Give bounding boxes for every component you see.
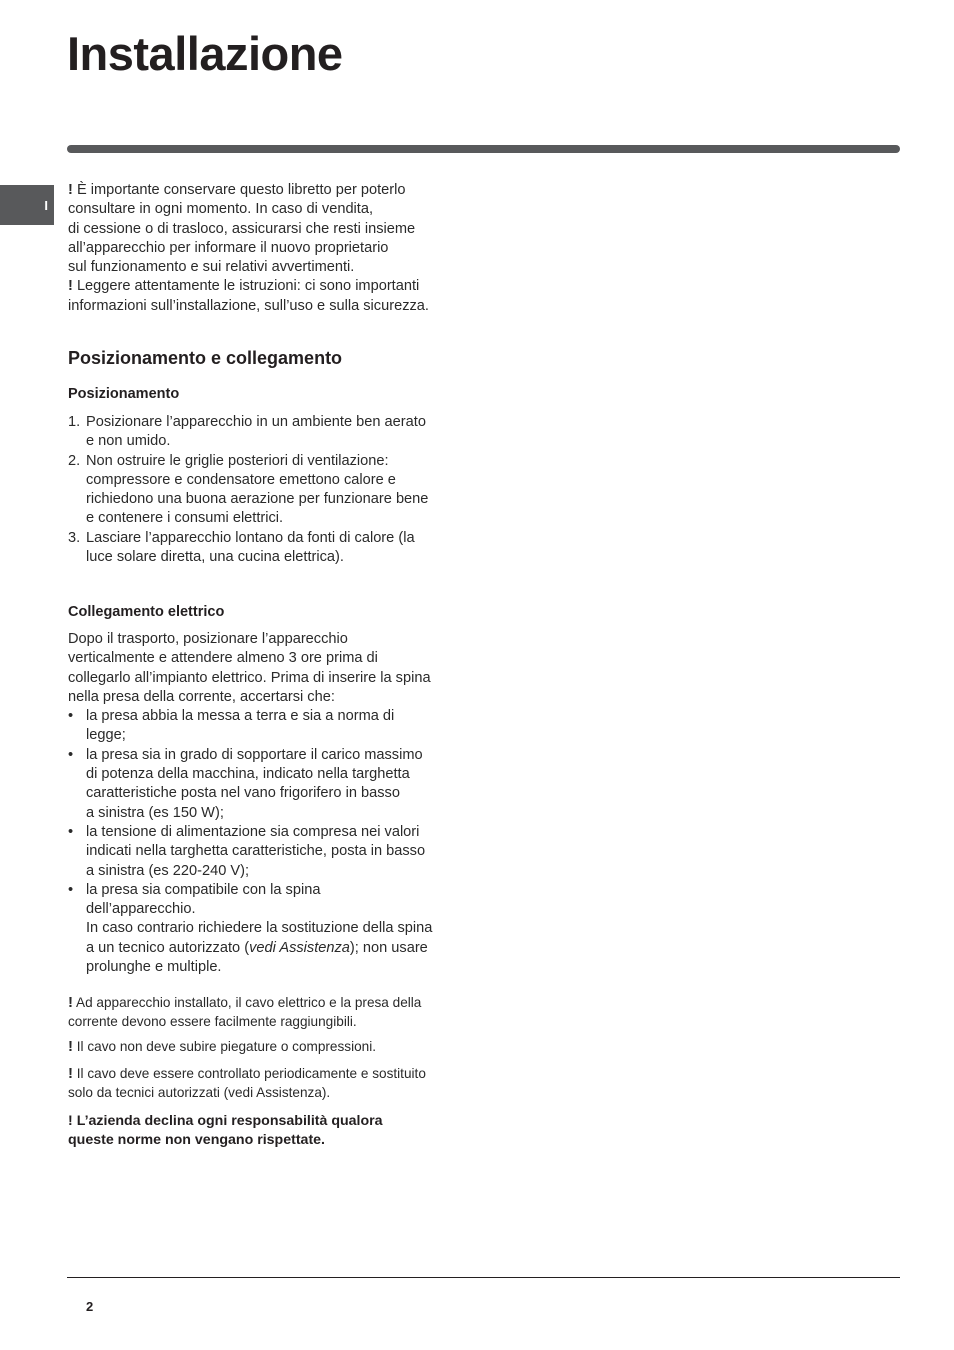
electrical-intro: Dopo il trasporto, posizionare l’apparecchio verticalmente e attendere almeno 3 ore prima di collegarlo all’impianto elettrico. Prima di inserire la spina nella presa della corrente, accertarsi che: xyxy=(68,631,431,705)
page-title: Installazione xyxy=(67,27,343,80)
warning-mark: ! xyxy=(68,994,73,1011)
intro-block xyxy=(68,181,468,316)
warning-mark: ! xyxy=(68,1038,73,1055)
assistance-reference: vedi Assistenza xyxy=(249,939,350,956)
warning-mark: ! xyxy=(68,1113,73,1129)
list-item: 2. Non ostruire le griglie posteriori di ventilazione: compressore e condensatore emettono calore e richiedono una buona aerazione per funzionare bene e contenere i consumi elettrici. xyxy=(68,452,429,527)
warning-mark: ! xyxy=(68,1065,73,1082)
intro-paragraph-1: ! È importante conservare questo libretto per poterlo consultare in ogni momento. In caso di vendita, di cessione o di trasloco, assicurarsi che resti insieme all’apparecchio per informare il nuovo proprietario sul funzionamento e sui relativi avvertimenti. xyxy=(68,182,416,276)
bullet-mark: • xyxy=(68,823,74,840)
electrical-block xyxy=(68,630,468,977)
list-item: • la tensione di alimentazione sia compresa nei valori indicati nella targhetta caratteristiche, posta in basso a sinistra (es 220-240 V); xyxy=(68,823,426,879)
warning-note: ! Il cavo non deve subire piegature o compressioni. xyxy=(68,1038,377,1055)
intro-paragraph-2: ! Leggere attentamente le istruzioni: ci sono importanti informazioni sull’installazione, sull’uso e sulla sicurezza. xyxy=(68,278,429,314)
list-item: • la presa abbia la messa a terra e sia a norma di legge; xyxy=(68,708,395,744)
page-number: 2 xyxy=(86,1299,94,1314)
bullet-mark: • xyxy=(68,746,74,763)
bullet-mark: • xyxy=(68,881,74,898)
warning-mark: ! xyxy=(68,278,73,295)
list-item: 3. Lasciare l’apparecchio lontano da fonti di calore (la luce solare diretta, una cucina elettrica). xyxy=(68,529,415,566)
list-item: 1. Posizionare l’apparecchio in un ambiente ben aerato e non umido. xyxy=(68,414,426,450)
language-tab-label: I xyxy=(44,197,48,213)
list-item: • la presa sia compatibile con la spina dell’apparecchio. In caso contrario richiedere la sostituzione della spina a un tecnico autorizzato (vedi Assistenza); non usare prolunghe e multiple. xyxy=(68,881,433,976)
warning-note: ! Il cavo deve essere controllato periodicamente e sostituito solo da tecnici autorizzati (vedi Assistenza). xyxy=(68,1065,426,1100)
bullet-mark: • xyxy=(68,708,74,725)
positioning-heading: Posizionamento xyxy=(68,386,180,402)
list-item: • la presa sia in grado di sopportare il carico massimo di potenza della macchina, indicato nella targhetta caratteristiche posta nel vano frigorifero in basso a sinistra (es 150 W); xyxy=(68,746,423,821)
language-tab xyxy=(0,185,54,225)
footer-rule xyxy=(67,1277,900,1278)
warning-note: ! Ad apparecchio installato, il cavo elettrico e la presa della corrente devono essere facilmente raggiungibili. xyxy=(68,994,422,1029)
positioning-list xyxy=(68,413,468,567)
title-rule xyxy=(67,145,900,153)
warning-mark: ! xyxy=(68,182,73,198)
disclaimer-note: ! L’azienda declina ogni responsabilità qualora queste norme non vengano rispettate. xyxy=(68,1113,383,1149)
electrical-heading: Collegamento elettrico xyxy=(68,604,225,620)
section-heading: Posizionamento e collegamento xyxy=(68,348,343,368)
